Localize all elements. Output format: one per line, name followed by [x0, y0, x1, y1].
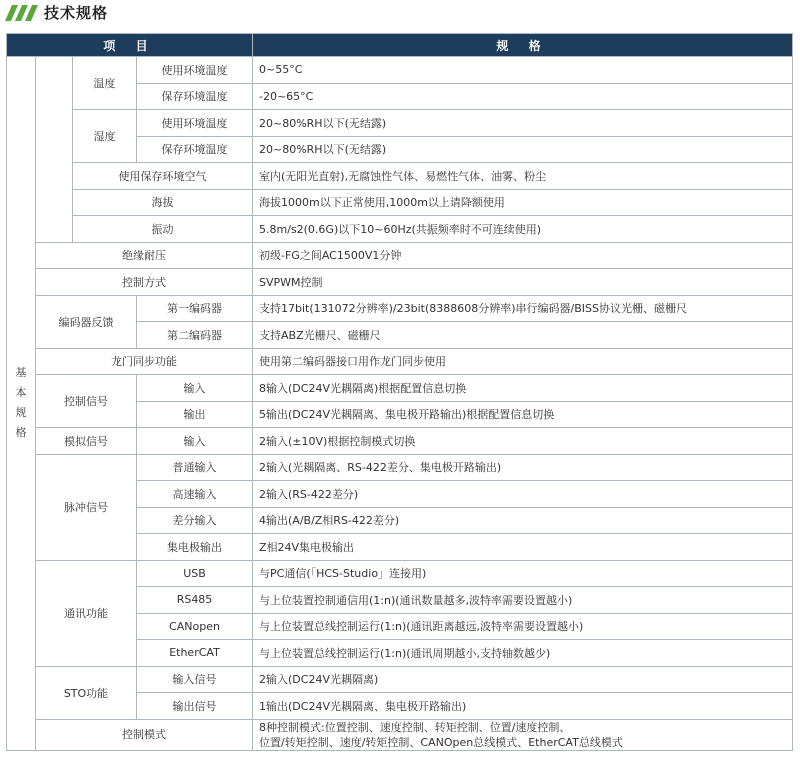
sub-label: 输入 — [137, 375, 253, 402]
sub-label: RS485 — [137, 587, 253, 614]
table-row — [7, 269, 793, 296]
table-row — [7, 57, 793, 84]
row-label: 通讯功能 — [36, 560, 137, 666]
sub-label: 第二编码器 — [137, 322, 253, 349]
header-spec: 规 格 — [253, 34, 793, 57]
table-row — [7, 666, 793, 693]
group-basic-spec: 基 本 规 格 — [7, 57, 36, 751]
logo-slash-icon — [5, 5, 39, 21]
row-label: 湿度 — [73, 110, 137, 163]
table-row — [7, 242, 793, 269]
spec-value: Z相24V集电极输出 — [253, 534, 793, 561]
sub-label: 输出信号 — [137, 693, 253, 720]
sub-label: 输入 — [137, 428, 253, 455]
sub-label: 保存环境温度 — [137, 136, 253, 163]
spec-value: 与上位装置控制通信用(1:n)(通讯数量越多,波特率需要设置越小) — [253, 587, 793, 614]
spec-value: 使用第二编码器接口用作龙门同步使用 — [253, 348, 793, 375]
spec-value: SVPWM控制 — [253, 269, 793, 296]
row-label: 绝缘耐压 — [36, 242, 253, 269]
table-row — [7, 163, 793, 190]
spec-value: -20~65°C — [253, 83, 793, 110]
sub-label: 输入信号 — [137, 666, 253, 693]
spec-value: 20~80%RH以下(无结露) — [253, 110, 793, 137]
sub-label: 集电极输出 — [137, 534, 253, 561]
sub-label: 差分输入 — [137, 507, 253, 534]
spec-value: 5输出(DC24V光耦隔离、集电极开路输出)根据配置信息切换 — [253, 401, 793, 428]
spec-value: 2输入(光耦隔离、RS-422差分、集电极开路输出) — [253, 454, 793, 481]
spec-value: 与PC通信(「HCS-Studio」连接用) — [253, 560, 793, 587]
spec-value: 0~55°C — [253, 57, 793, 84]
spec-value: 室内(无阳光直射),无腐蚀性气体、易燃性气体、油雾、粉尘 — [253, 163, 793, 190]
header-item: 项 目 — [7, 34, 253, 57]
sub-label: 使用环境温度 — [137, 57, 253, 84]
row-label: 龙门同步功能 — [36, 348, 253, 375]
spec-value: 8输入(DC24V光耦隔离)根据配置信息切换 — [253, 375, 793, 402]
table-row — [7, 348, 793, 375]
spec-table — [6, 33, 793, 751]
spec-value: 初级-FG之间AC1500V1分钟 — [253, 242, 793, 269]
sub-label: 输出 — [137, 401, 253, 428]
spec-value: 2输入(RS-422差分) — [253, 481, 793, 508]
spec-value: 2输入(±10V)根据控制模式切换 — [253, 428, 793, 455]
spec-value: 2输入(DC24V光耦隔离) — [253, 666, 793, 693]
row-label: 控制信号 — [36, 375, 137, 428]
row-label: 海拔 — [73, 189, 253, 216]
table-row — [7, 216, 793, 243]
spec-value: 1输出(DC24V光耦隔离、集电极开路输出) — [253, 693, 793, 720]
sub-label: 普通输入 — [137, 454, 253, 481]
sub-label: 使用环境温度 — [137, 110, 253, 137]
row-label: 温度 — [73, 57, 137, 110]
sub-label: EtherCAT — [137, 640, 253, 667]
spec-value: 20~80%RH以下(无结露) — [253, 136, 793, 163]
table-row — [7, 189, 793, 216]
spec-value: 海拔1000m以下正常使用,1000m以上请降额使用 — [253, 189, 793, 216]
mode-line-1: 8种控制模式:位置控制、速度控制、转矩控制、位置/速度控制、 — [259, 720, 571, 734]
row-label: 控制模式 — [36, 719, 253, 750]
section-title-bar — [0, 0, 800, 28]
spec-value-multiline — [253, 719, 793, 750]
table-row — [7, 375, 793, 402]
sub-label: USB — [137, 560, 253, 587]
table-row — [7, 110, 793, 137]
spec-value: 支持ABZ光栅尺、磁栅尺 — [253, 322, 793, 349]
spec-value: 与上位装置总线控制运行(1:n)(通讯周期越小,支持轴数越少) — [253, 640, 793, 667]
table-row — [7, 454, 793, 481]
row-label: 脉冲信号 — [36, 454, 137, 560]
sub-label: 保存环境温度 — [137, 83, 253, 110]
sub-label: 高速输入 — [137, 481, 253, 508]
table-row — [7, 428, 793, 455]
env-spacer — [36, 57, 73, 243]
sub-label: CANopen — [137, 613, 253, 640]
mode-line-2: 位置/转矩控制、速度/转矩控制、CANOpen总线模式、EtherCAT总线模式 — [259, 735, 623, 749]
spec-value: 5.8m/s2(0.6G)以下10~60Hz(共振频率时不可连续使用) — [253, 216, 793, 243]
section-title: 技术规格 — [44, 4, 109, 22]
table-row — [7, 560, 793, 587]
row-label: 振动 — [73, 216, 253, 243]
row-label: 模拟信号 — [36, 428, 137, 455]
table-header-row — [7, 34, 793, 57]
sub-label: 第一编码器 — [137, 295, 253, 322]
spec-value: 支持17bit(131072分辨率)/23bit(8388608分辨率)串行编码器/BISS协议光栅、磁栅尺 — [253, 295, 793, 322]
spec-value: 4输出(A/B/Z相RS-422差分) — [253, 507, 793, 534]
row-label: 使用保存环境空气 — [73, 163, 253, 190]
row-label: STO功能 — [36, 666, 137, 719]
table-row — [7, 295, 793, 322]
spec-value: 与上位装置总线控制运行(1:n)(通讯距离越远,波特率需要设置越小) — [253, 613, 793, 640]
row-label: 编码器反馈 — [36, 295, 137, 348]
row-label: 控制方式 — [36, 269, 253, 296]
table-row — [7, 719, 793, 750]
